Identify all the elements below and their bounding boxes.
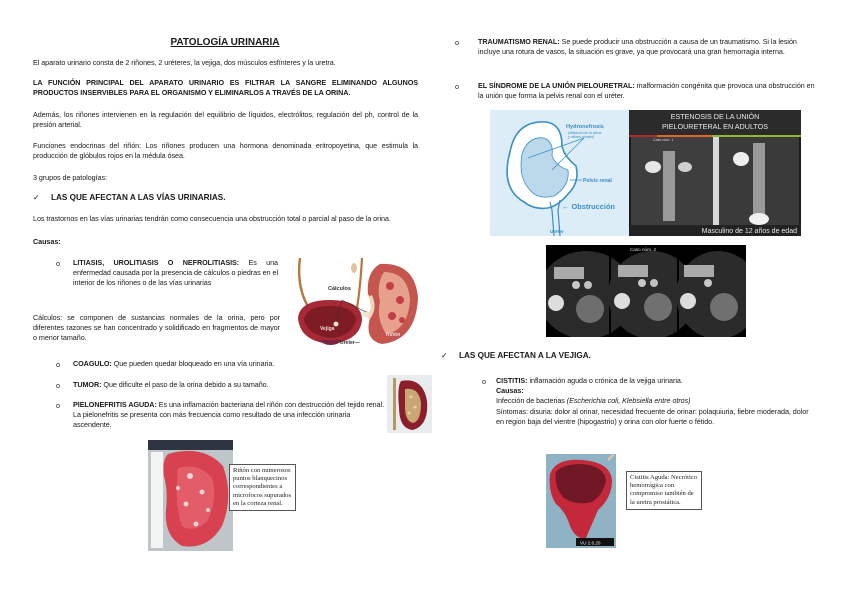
bladder-scale-label: VU 2.6.20 <box>580 540 601 546</box>
bullet-icon: o <box>482 377 486 386</box>
pyelonephritis-kidney-photo <box>387 375 432 433</box>
bullet-icon: o <box>56 360 60 369</box>
tumor-text: Que dificulte el paso de la orina debido a su tamaño. <box>101 380 269 389</box>
intro-paragraph: El aparato urinario consta de 2 riñones, 2 uréteres, la vejiga, dos músculos esfínteres y la uretra. <box>33 58 336 67</box>
hydronephrosis-diagram <box>490 110 630 236</box>
bullet-icon: o <box>56 401 60 410</box>
pielonefritis-item <box>73 400 385 431</box>
xray-title: ESTENOSIS DE LA UNIÓN PIELOURETERAL EN ADULTOS <box>629 110 801 137</box>
groups-label: 3 grupos de patologías: <box>33 173 107 182</box>
cistitis-text: inflamación aguda o crónica de la vejiga urinaria. <box>527 376 683 385</box>
xray-estenosis-image: ESTENOSIS DE LA UNIÓN PIELOURETERAL EN ADULTOS Caso núm. 1 Masculino de 12 años de edad <box>629 110 801 236</box>
section-heading-text: LAS QUE AFECTAN A LA VEJIGA. <box>459 351 591 360</box>
litiasis-text: Es una enfermedad causada por la presencia de cálculos o piedras en el interior de los riñones o de las vías urinarias <box>73 258 278 288</box>
checkmark-icon: ✓ <box>33 193 40 202</box>
calculos-paragraph: Cálculos: se componen de sustancias normales de la orina, pero por diferentes razones se han concentrado y solidificado en fragmentos de mayor o menor tamaño. <box>33 313 280 343</box>
pielonefritis-term: PIELONEFRITIS AGUDA: <box>73 400 157 409</box>
endocrine-paragraph: Funciones endocrinas del riñón: Los riñones producen una hormona denominada eritropoyetina, que estimula la producción de glóbulos rojos en la médula ósea. <box>33 141 418 161</box>
xray-caption: Masculino de 12 años de edad <box>701 228 797 235</box>
traumatismo-item <box>478 37 818 57</box>
cistitis-item <box>496 376 816 427</box>
label-calculos: Cálculos <box>328 286 351 292</box>
coagulo-term: COAGULO: <box>73 359 112 368</box>
coagulo-item <box>73 359 393 369</box>
tumor-term: TUMOR: <box>73 380 102 389</box>
bacteria-names: (Escherichia coli, Klebsiella entre otros) <box>566 396 691 406</box>
infection-text: Infección de bacterias <box>496 396 567 406</box>
cistitis-term: CISTITIS: <box>496 376 528 385</box>
sindrome-term: EL SÍNDROME DE LA UNIÓN PIELOURETRAL: <box>478 81 635 90</box>
regulation-paragraph: Además, los riñones intervienen en la regulación del equilibrio de líquidos, electrólitos, regulación del ph, control de la presión arterial. <box>33 110 418 130</box>
svg-text:Hydronefrosis: Hydronefrosis <box>566 124 604 130</box>
kidney-stones-diagram <box>290 258 420 350</box>
cistitis-causes-label: Causas: <box>496 386 524 396</box>
cystitis-bladder-photo <box>546 454 616 548</box>
kidney-photo-caption: Riñón con numerosos puntos blanquecinos correspondientes a microfocos supurados en la corteza renal. <box>229 464 296 511</box>
sindrome-text: malformación congénita que provoca una obstrucción en la unión que forma la pelvis renal con el uréter. <box>478 81 815 101</box>
symptoms-text: Síntomas: disuria: dolor al orinar, necesidad frecuente de orinar: polaquiuria, fiebre moderada, dolor en region baja del vientre (hipogastrio) y orina con olor fuerte o fétido. <box>496 406 809 426</box>
litiasis-item <box>73 258 278 289</box>
bullet-icon: o <box>56 381 60 390</box>
traumatismo-term: TRAUMATISMO RENAL: <box>478 37 560 46</box>
svg-text:Vejiga: Vejiga <box>320 326 335 332</box>
sindrome-item <box>478 81 818 101</box>
coagulo-text: Que pueden quedar bloqueado en una vía urinaria. <box>111 359 275 368</box>
litiasis-term: LITIASIS, UROLITIASIS O NEFROLITIASIS: <box>73 258 240 267</box>
svg-text:Pelvis renal: Pelvis renal <box>583 178 612 184</box>
checkmark-icon: ✓ <box>441 351 448 360</box>
pielonefritis-text: Es una inflamación bacteriana del riñón con destrucción del tejido renal. La pielonefritis se presenta con más frecuencia como resultado de una infección urinaria ascendente. <box>73 400 385 430</box>
tumor-item <box>73 380 393 390</box>
main-function-paragraph: LA FUNCIÓN PRINCIPAL DEL APARATO URINARIO ES FILTRAR LA SANGRE ELIMINANDO ALGUNOS PRODUCTOS INSERVIBLES PARA EL ORGANISMO Y ELIMINARLOS A TRAVÉS DE LA ORINA. <box>33 78 418 98</box>
ct-scan-images <box>546 245 746 337</box>
svg-text:(dilatación de la pelvis: (dilatación de la pelvis <box>568 131 602 135</box>
bullet-icon: o <box>455 38 459 47</box>
page-title: PATOLOGÍA URINARIA <box>170 37 280 48</box>
kidney-abscess-photo <box>148 440 233 551</box>
svg-text:Riñón: Riñón <box>386 332 401 338</box>
ct-case-label: Caso núm. 2 <box>630 247 657 252</box>
causes-label: Causas: <box>33 237 61 246</box>
section-heading-bladder <box>441 350 826 360</box>
svg-text:Uréter: Uréter <box>550 229 564 234</box>
traumatismo-text: Se puede producir una obstrucción a causa de un traumatismo. Si la lesión incluye una rotura de vasos, la situación es grave, ya que provocará una gran hemorragia interna. <box>478 37 797 57</box>
svg-text:y cálices renales): y cálices renales) <box>568 135 595 139</box>
section-heading-text: LAS QUE AFECTAN A LAS VÍAS URINARIAS. <box>51 193 226 202</box>
bladder-photo-caption: Cistitis Aguda: Necrótico hemorrágica con compromiso también de la uretra prostática. <box>626 471 702 510</box>
bullet-icon: o <box>56 259 60 268</box>
bullet-icon: o <box>455 82 459 91</box>
svg-text:Ureter—: Ureter— <box>340 340 360 346</box>
section-heading-urinary-tract <box>33 192 418 202</box>
svg-text:← Obstrucción: ← Obstrucción <box>562 202 615 211</box>
urinary-tract-intro: Los trastornos en las vías urinarias tendrán como consecuencia una obstrucción total o parcial al paso de la orina. <box>33 214 391 223</box>
